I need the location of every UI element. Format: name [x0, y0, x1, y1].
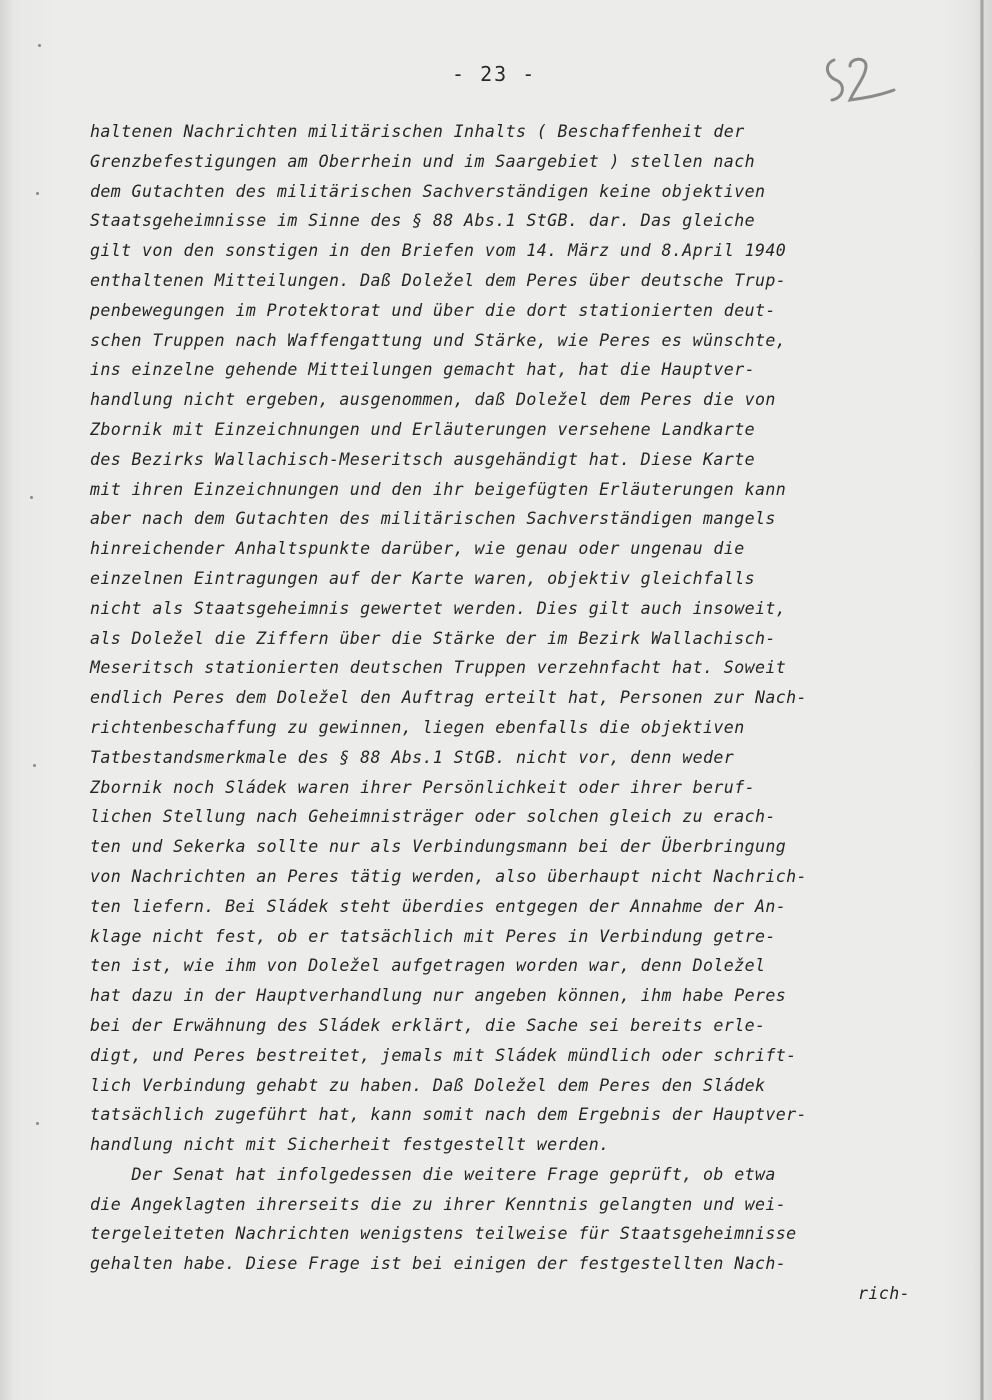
- text-line: lich Verbindung gehabt zu haben. Daß Doležel dem Peres den Sládek: [90, 1075, 766, 1095]
- margin-speck: [30, 496, 33, 499]
- page-edge-shadow: [980, 0, 984, 1400]
- text-line: aber nach dem Gutachten des militärischen Sachverständigen mangels: [90, 509, 776, 529]
- text-line: schen Truppen nach Waffengattung und Stärke, wie Peres es wünschte,: [90, 330, 787, 350]
- text-line: Grenzbefestigungen am Oberrhein und im Saargebiet ) stellen nach: [90, 151, 755, 171]
- text-line: Staatsgeheimnisse im Sinne des § 88 Abs.1 StGB. dar. Das gleiche: [90, 211, 755, 231]
- text-line: Zbornik mit Einzeichnungen und Erläuterungen versehene Landkarte: [90, 419, 755, 439]
- text-line: gilt von den sonstigen in den Briefen vom 14. März und 8.April 1940: [90, 241, 787, 261]
- text-line: Tatbestandsmerkmale des § 88 Abs.1 StGB. nicht vor, denn weder: [90, 747, 735, 767]
- text-line: ins einzelne gehende Mitteilungen gemacht hat, hat die Hauptver-: [90, 360, 755, 380]
- body-text: [90, 117, 950, 1309]
- margin-speck: [38, 44, 41, 47]
- text-line: nicht als Staatsgeheimnis gewertet werden. Dies gilt auch insoweit,: [90, 598, 787, 618]
- text-line: gehalten habe. Diese Frage ist bei einigen der festgestellten Nach-: [90, 1254, 787, 1274]
- text-line: klage nicht fest, ob er tatsächlich mit Peres in Verbindung getre-: [90, 926, 776, 946]
- margin-speck: [36, 192, 39, 195]
- text-line: bei der Erwähnung des Sládek erklärt, die Sache sei bereits erle-: [90, 1015, 766, 1035]
- text-line: ten und Sekerka sollte nur als Verbindungsmann bei der Überbringung: [90, 837, 787, 857]
- text-line: handlung nicht ergeben, ausgenommen, daß Doležel dem Peres die von: [90, 390, 776, 410]
- text-line: hinreichender Anhaltspunkte darüber, wie genau oder ungenau die: [90, 539, 745, 559]
- text-line: Meseritsch stationierten deutschen Truppen verzehnfacht hat. Soweit: [90, 658, 787, 678]
- text-line: haltenen Nachrichten militärischen Inhalts ( Beschaffenheit der: [90, 122, 745, 141]
- text-line: digt, und Peres bestreitet, jemals mit Sládek mündlich oder schrift-: [90, 1045, 797, 1065]
- text-line: endlich Peres dem Doležel den Auftrag erteilt hat, Personen zur Nach-: [90, 688, 807, 708]
- text-line: des Bezirks Wallachisch-Meseritsch ausgehändigt hat. Diese Karte: [90, 449, 755, 469]
- margin-speck: [36, 1122, 39, 1125]
- text-line: ten ist, wie ihm von Doležel aufgetragen worden war, denn Doležel: [90, 956, 766, 976]
- catchword: rich-: [858, 1284, 910, 1304]
- text-line: tergeleiteten Nachrichten wenigstens teilweise für Staatsgeheimnisse: [90, 1224, 797, 1244]
- text-line: als Doležel die Ziffern über die Stärke der im Bezirk Wallachisch-: [90, 628, 776, 648]
- text-line: die Angeklagten ihrerseits die zu ihrer Kenntnis gelangten und wei-: [90, 1194, 787, 1214]
- text-line: ten liefern. Bei Sládek steht überdies entgegen der Annahme der An-: [90, 896, 787, 916]
- text-line: von Nachrichten an Peres tätig werden, also überhaupt nicht Nachrich-: [90, 866, 807, 886]
- text-line: hat dazu in der Hauptverhandlung nur angeben können, ihm habe Peres: [90, 986, 787, 1006]
- page-number: - 23 -: [452, 62, 537, 86]
- text-line: enthaltenen Mitteilungen. Daß Doležel dem Peres über deutsche Trup-: [90, 270, 787, 290]
- text-line: mit ihren Einzeichnungen und den ihr beigefügten Erläuterungen kann: [90, 479, 787, 499]
- text-line: Zbornik noch Sládek waren ihrer Persönlichkeit oder ihrer beruf-: [90, 777, 755, 797]
- text-line: einzelnen Eintragungen auf der Karte waren, objektiv gleichfalls: [90, 568, 755, 588]
- text-line: dem Gutachten des militärischen Sachverständigen keine objektiven: [90, 181, 766, 201]
- folio-number-handwritten: [820, 50, 910, 110]
- text-line: richtenbeschaffung zu gewinnen, liegen ebenfalls die objektiven: [90, 717, 745, 737]
- text-line: penbewegungen im Protektorat und über die dort stationierten deut-: [90, 300, 776, 320]
- text-line: lichen Stellung nach Geheimnisträger oder solchen gleich zu erach-: [90, 807, 776, 827]
- text-line: tatsächlich zugeführt hat, kann somit nach dem Ergebnis der Hauptver-: [90, 1105, 807, 1125]
- text-line: handlung nicht mit Sicherheit festgestellt werden.: [90, 1135, 610, 1155]
- margin-speck: [33, 764, 36, 767]
- text-line: Der Senat hat infolgedessen die weitere Frage geprüft, ob etwa: [90, 1164, 776, 1184]
